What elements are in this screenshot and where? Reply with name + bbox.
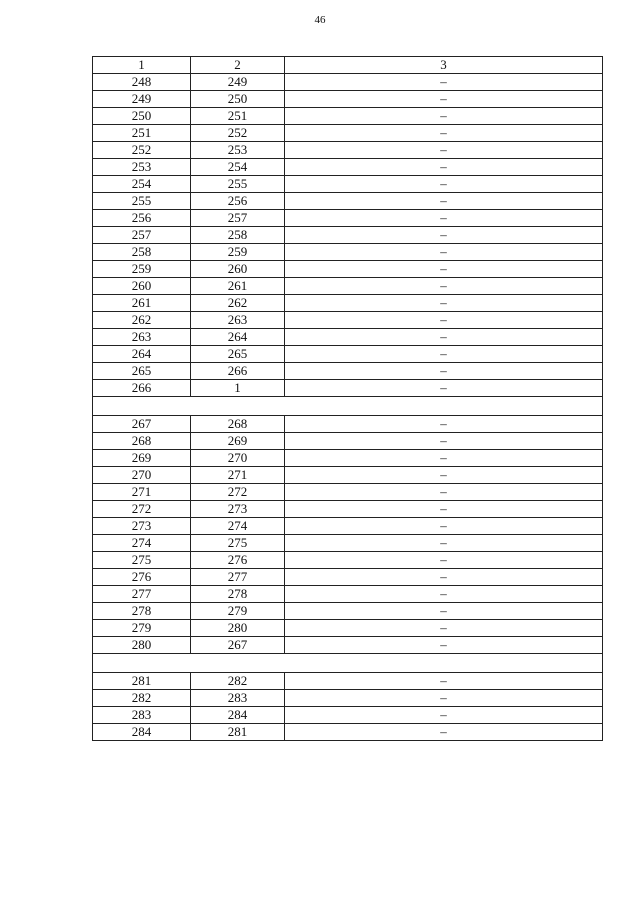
table-cell-col3: – <box>285 346 603 363</box>
table-cell-col1: 266 <box>93 380 191 397</box>
table-row <box>93 467 603 484</box>
table-cell-col1: 277 <box>93 586 191 603</box>
table-cell-col3: – <box>285 450 603 467</box>
table-cell-col2: 271 <box>191 467 285 484</box>
table-cell-col2: 278 <box>191 586 285 603</box>
table-row <box>93 244 603 261</box>
table-cell-col2: 284 <box>191 707 285 724</box>
table-cell-col2: 265 <box>191 346 285 363</box>
table-cell-col3: – <box>285 690 603 707</box>
table-row <box>93 484 603 501</box>
table-cell-col1: 260 <box>93 278 191 295</box>
table-cell-col2: 269 <box>191 433 285 450</box>
table-cell-col2: 268 <box>191 416 285 433</box>
table-cell-col2: 276 <box>191 552 285 569</box>
table-cell-col1: 264 <box>93 346 191 363</box>
table-cell-col2: 266 <box>191 363 285 380</box>
table-cell-col2: 260 <box>191 261 285 278</box>
table-cell-col2: 258 <box>191 227 285 244</box>
table-cell-col1: 270 <box>93 467 191 484</box>
table-row <box>93 312 603 329</box>
table-cell-col3: – <box>285 227 603 244</box>
table-cell-col1: 251 <box>93 125 191 142</box>
table-cell-col1: 279 <box>93 620 191 637</box>
table-cell-col1: 275 <box>93 552 191 569</box>
table-cell-col3: – <box>285 484 603 501</box>
table-cell-col1: 259 <box>93 261 191 278</box>
table-cell-col2: 262 <box>191 295 285 312</box>
table-cell-col2: 283 <box>191 690 285 707</box>
table-cell-col1: 267 <box>93 416 191 433</box>
table-cell-col1: 281 <box>93 673 191 690</box>
table-cell-col2: 251 <box>191 108 285 125</box>
table-cell-col3: – <box>285 125 603 142</box>
table-cell-col1: 272 <box>93 501 191 518</box>
table-row <box>93 535 603 552</box>
table-cell-col2: 273 <box>191 501 285 518</box>
table-cell-col3: – <box>285 603 603 620</box>
table-row <box>93 586 603 603</box>
table-row <box>93 673 603 690</box>
table-cell-col1: 274 <box>93 535 191 552</box>
table-cell-col2: 281 <box>191 724 285 741</box>
table-cell-col3: – <box>285 142 603 159</box>
group-separator-row <box>93 654 603 673</box>
table-cell-col2: 274 <box>191 518 285 535</box>
table-cell-col1: 258 <box>93 244 191 261</box>
table-cell-col3: – <box>285 261 603 278</box>
table-cell-col3: – <box>285 535 603 552</box>
table-cell-col3: – <box>285 363 603 380</box>
table-cell-col2: 250 <box>191 91 285 108</box>
table-body <box>93 57 603 741</box>
table-cell-col1: 284 <box>93 724 191 741</box>
table-row <box>93 433 603 450</box>
table-cell-col3: – <box>285 295 603 312</box>
group-separator-cell <box>93 397 603 416</box>
table-cell-col2: 280 <box>191 620 285 637</box>
table-row <box>93 690 603 707</box>
table-cell-col3: – <box>285 724 603 741</box>
table-cell-col1: 250 <box>93 108 191 125</box>
group-separator-cell <box>93 654 603 673</box>
column-header: 1 <box>93 57 191 74</box>
table-cell-col1: 273 <box>93 518 191 535</box>
table-cell-col1: 253 <box>93 159 191 176</box>
table-cell-col2: 261 <box>191 278 285 295</box>
table-cell-col1: 283 <box>93 707 191 724</box>
column-header: 3 <box>285 57 603 74</box>
table-row <box>93 501 603 518</box>
table-cell-col1: 248 <box>93 74 191 91</box>
table-row <box>93 278 603 295</box>
table-cell-col3: – <box>285 501 603 518</box>
table-cell-col2: 257 <box>191 210 285 227</box>
table-cell-col3: – <box>285 467 603 484</box>
table-row <box>93 518 603 535</box>
table-cell-col2: 256 <box>191 193 285 210</box>
table-cell-col3: – <box>285 586 603 603</box>
table-cell-col1: 263 <box>93 329 191 346</box>
table-cell-col3: – <box>285 637 603 654</box>
table-cell-col1: 276 <box>93 569 191 586</box>
table-cell-col3: – <box>285 518 603 535</box>
table-row <box>93 295 603 312</box>
table-cell-col1: 255 <box>93 193 191 210</box>
table-row <box>93 108 603 125</box>
table-cell-col1: 282 <box>93 690 191 707</box>
table-cell-col2: 277 <box>191 569 285 586</box>
table-cell-col2: 282 <box>191 673 285 690</box>
table-row <box>93 159 603 176</box>
table-row <box>93 620 603 637</box>
table-row <box>93 724 603 741</box>
table-cell-col1: 252 <box>93 142 191 159</box>
table-cell-col3: – <box>285 91 603 108</box>
table-row <box>93 142 603 159</box>
table-cell-col2: 254 <box>191 159 285 176</box>
table-cell-col3: – <box>285 620 603 637</box>
table-cell-col3: – <box>285 74 603 91</box>
table-row <box>93 569 603 586</box>
table-row <box>93 416 603 433</box>
table-cell-col3: – <box>285 159 603 176</box>
table-cell-col1: 256 <box>93 210 191 227</box>
table-cell-col2: 270 <box>191 450 285 467</box>
table-cell-col2: 252 <box>191 125 285 142</box>
table-cell-col2: 275 <box>191 535 285 552</box>
table-row <box>93 329 603 346</box>
table-cell-col2: 255 <box>191 176 285 193</box>
data-table <box>92 56 603 741</box>
table-cell-col3: – <box>285 673 603 690</box>
table-cell-col2: 249 <box>191 74 285 91</box>
page-number: 46 <box>314 14 326 26</box>
table-cell-col1: 254 <box>93 176 191 193</box>
column-header: 2 <box>191 57 285 74</box>
table-cell-col2: 264 <box>191 329 285 346</box>
table-row <box>93 261 603 278</box>
table-cell-col1: 280 <box>93 637 191 654</box>
table-cell-col3: – <box>285 210 603 227</box>
table-cell-col1: 271 <box>93 484 191 501</box>
table-row <box>93 707 603 724</box>
table-cell-col1: 265 <box>93 363 191 380</box>
table-cell-col2: 259 <box>191 244 285 261</box>
table-cell-col1: 261 <box>93 295 191 312</box>
table-cell-col1: 262 <box>93 312 191 329</box>
table-cell-col2: 263 <box>191 312 285 329</box>
table-row <box>93 125 603 142</box>
table-cell-col3: – <box>285 433 603 450</box>
table-cell-col3: – <box>285 312 603 329</box>
table-header-row <box>93 57 603 74</box>
table-row <box>93 227 603 244</box>
table-cell-col2: 1 <box>191 380 285 397</box>
table-row <box>93 91 603 108</box>
table-cell-col3: – <box>285 552 603 569</box>
table-row <box>93 210 603 227</box>
table-cell-col1: 269 <box>93 450 191 467</box>
table-row <box>93 603 603 620</box>
table-cell-col1: 249 <box>93 91 191 108</box>
table-row <box>93 193 603 210</box>
table-row <box>93 176 603 193</box>
table-cell-col3: – <box>285 176 603 193</box>
table-cell-col2: 267 <box>191 637 285 654</box>
table-cell-col3: – <box>285 329 603 346</box>
table-cell-col3: – <box>285 416 603 433</box>
table-row <box>93 552 603 569</box>
table-cell-col2: 279 <box>191 603 285 620</box>
table-row <box>93 637 603 654</box>
table-cell-col3: – <box>285 193 603 210</box>
table-cell-col1: 268 <box>93 433 191 450</box>
table-cell-col2: 272 <box>191 484 285 501</box>
table-cell-col1: 278 <box>93 603 191 620</box>
table-row <box>93 450 603 467</box>
table-cell-col3: – <box>285 380 603 397</box>
table-cell-col3: – <box>285 569 603 586</box>
table-cell-col2: 253 <box>191 142 285 159</box>
table-cell-col3: – <box>285 244 603 261</box>
table-row <box>93 380 603 397</box>
table-cell-col3: – <box>285 108 603 125</box>
group-separator-row <box>93 397 603 416</box>
table-cell-col1: 257 <box>93 227 191 244</box>
table-row <box>93 363 603 380</box>
table-row <box>93 74 603 91</box>
table-cell-col3: – <box>285 707 603 724</box>
table-row <box>93 346 603 363</box>
table-cell-col3: – <box>285 278 603 295</box>
